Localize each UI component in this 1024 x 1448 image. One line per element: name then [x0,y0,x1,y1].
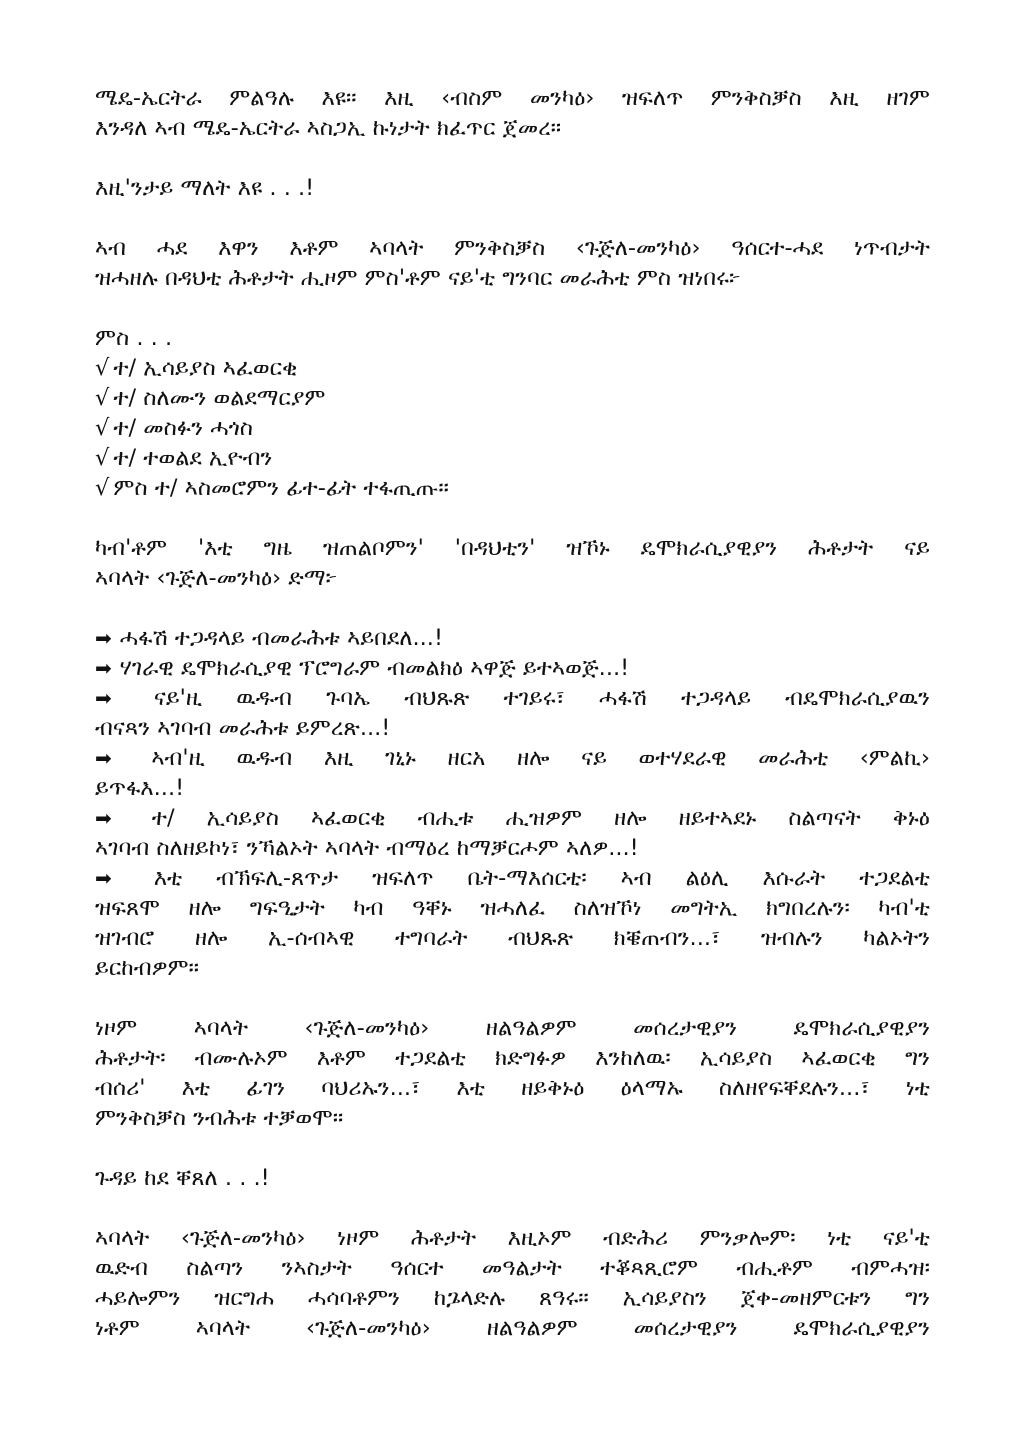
word: እዩ። [321,85,357,111]
text-line [95,803,930,833]
word: ነጥብታት [854,235,930,261]
word: ‹ጉጅለ-መንካዕ› [575,235,701,261]
word: መሰረታዊያን [633,1315,738,1341]
text-line [95,1253,930,1283]
word: ተጋደልቲ [859,865,930,891]
text-line: ይርከብዎም። [95,955,199,981]
word: ዓሰርተ [390,1255,444,1281]
word: እንከለዉ፡ [595,1045,671,1071]
word: ዘይተኣደኑ [678,805,757,831]
word: ክድግፉዎ [494,1045,567,1071]
word: ኣፈወርቂ [310,805,386,831]
text-line: ኣባላት ‹ጉጅለ-መንካዕ› ድማ፦ [95,565,338,591]
word: ‹ብስም [441,85,503,111]
paragraph-continued: ጉዳይ ከደ ቐጸለ . . .! [95,1165,270,1191]
arrow-right-icon: ➡ [95,626,112,650]
checklist-item [95,413,930,443]
demand-item [95,653,930,683]
word: ዓሰርተ-ሓደ [731,235,824,261]
text-line: ኣገባብ ስለዘይኮነ፣ ንኻልኦት ኣባላት ብማዕረ ከማቓርሖም ኣለዎ...! [95,835,639,861]
word: ዴሞክራሲያዊያን [793,1315,930,1341]
check-mark-icon: √ [95,355,110,381]
demand-item [95,803,930,863]
word: ካብ'ቶም [95,535,168,561]
word: መዓልታት [481,1255,562,1281]
word: ናይ'ቲ [882,1225,930,1251]
text-line [95,233,930,263]
text-line [95,533,930,563]
paragraph-question: እዚ'ንታይ ማለት እዩ . . .! [95,175,315,201]
word: እቲ [456,1075,485,1101]
text-line [95,683,930,713]
text-line [95,1223,930,1253]
word: ነቲ [905,1075,930,1101]
word: ዘይቅኑዕ [521,1075,585,1101]
word: ብድሕሪ [603,1225,669,1251]
word: እቲ [153,865,183,891]
word: ስልጣናት [788,805,861,831]
word: ሕቶታት [410,1225,477,1251]
word: ቅኑዕ [892,805,930,831]
word: እቶም [316,1045,366,1071]
word: ናይ'ዚ [153,685,203,711]
demand-text: ሓፋሽ ተጋዳላይ ብመራሕቱ ኣይበደለ...! [119,625,443,651]
word: ዘሎ [194,925,228,951]
word: ጉባኤ [326,685,371,711]
paragraph-demands-intro [95,533,930,593]
word: ስለዝኾነ [573,895,642,921]
word: ተጋዳላይ [680,685,752,711]
word: ዴሞክራሲያዊያን [640,535,778,561]
arrow-right-icon: ➡ [95,656,112,680]
check-mark-icon: √ [95,415,110,441]
word: ስለዘየፍቐደሉን...፣ [718,1075,870,1101]
checklist-item-label: ተ/ ተወልደ ኢዮብን [113,445,273,471]
word: ሓደ [156,235,188,261]
word: ልዕሊ [685,865,729,891]
word: ብሒቶም [736,1255,813,1281]
checklist [95,353,930,503]
word: ዘርአ [447,745,486,771]
word: ተጋደልቲ [395,1045,466,1071]
word: እዚ [829,85,859,111]
word: ብህጹጽ [508,925,574,951]
check-mark-icon: √ [95,475,110,501]
word: ግን [905,1045,930,1071]
word: ምልዓሉ [229,85,294,111]
checklist-item-label: ተ/ መስፉን ሓጎስ [113,415,254,441]
word: ጀቀ-መዘምርቱን [740,1285,872,1311]
word: ኣባላት [195,1315,251,1341]
word: ተግባራት [394,925,468,951]
paragraph-control [95,1223,930,1343]
word: ዕላማኡ [620,1075,683,1101]
word: ሓፋሽ [598,685,647,711]
demand-item [95,863,930,983]
word: ብዴሞክራሲያዉን [785,685,930,711]
word: ባህሪኡን...፣ [321,1075,421,1101]
word: ዘልዓልዎም [485,1015,577,1041]
word: ሒዝዎም [505,805,582,831]
word: ከጔላድሉ [433,1285,506,1311]
word: መንካዕ› [529,85,595,111]
word: እሱራት [762,865,826,891]
word: እቶም [289,235,339,261]
word: ‹ጉጅለ-መንካዕ› [304,1015,430,1041]
text-line: ምንቅስቓስ ንብሕቱ ተቓወሞ። [95,1105,344,1131]
word: ናይ [904,535,930,561]
word: ኣባላት [95,1225,150,1251]
word: ኣብ [620,865,652,891]
word: ብህጹጽ [404,685,470,711]
word: ዘልዓልዎም [486,1315,578,1341]
paragraph-support [95,1013,930,1133]
check-mark-icon: √ [95,385,110,411]
word: ጸዓሩ። [539,1285,589,1311]
word: ‹ምልኪ› [859,745,930,771]
word: እዋን [218,235,259,261]
word: ኣብ [95,235,127,261]
word: ሜዴ-ኤርትራ [95,85,202,111]
word: ነቲ [827,1225,852,1251]
word: ኣፈወርቂ [801,1045,876,1071]
word: ንኣስታት [281,1255,352,1281]
checklist-item [95,383,930,413]
word: ዝርግሐ [214,1285,274,1311]
word: ኣባላት [369,235,424,261]
text-line: ብናጻን ኣገባብ መራሕቱ ይምረጽ...! [95,715,391,741]
word: ብሒቱ [417,805,474,831]
text-line [95,743,930,773]
demand-item [95,683,930,743]
word: ግዜ [263,535,292,561]
text-line [95,1073,930,1103]
demand-text: ሃገራዊ ዴሞክራሲያዊ ፕሮግራም ብመልክዕ ኣዋጅ ይተኣወጅ...! [119,655,630,681]
word: ተ/ [151,805,175,831]
word: ክቔጠብን...፣ [613,925,721,951]
word: ሓይሎምን [95,1285,181,1311]
paragraph-intro [95,83,930,143]
word: ሓሳባቶምን [307,1285,400,1311]
text-line [95,653,930,683]
word: ብምሓዝ፡ [851,1255,930,1281]
word: ዘሎ [188,895,222,921]
word: ሕቶታት [808,535,874,561]
word: እዚ [384,85,414,111]
text-line [95,1283,930,1313]
word: ዓቐኑ [412,895,452,921]
word: ዘሎ [516,745,550,771]
word: ‹ጉጅለ-መንካዕ› [180,1225,306,1251]
document-page [95,83,930,1343]
arrow-right-icon: ➡ [95,746,112,770]
checklist-item [95,353,930,383]
demand-item [95,743,930,803]
word: ምንቃሎም፡ [699,1225,796,1251]
word: ብሙሉኦም [194,1045,288,1071]
checklist-item-label: ተ/ ስለሙን ወልደማርያም [113,385,326,411]
word: ምንቅስቓስ [454,235,546,261]
word: ዉድብ [95,1255,148,1281]
word: ኣብ'ዚ [151,745,205,771]
word: 'በዳህቲን' [454,535,536,561]
word: መራሕቲ [758,745,829,771]
word: ዝጠልቦምን' [322,535,424,561]
demand-item [95,623,930,653]
word: 'እቲ [197,535,233,561]
arrow-right-icon: ➡ [95,806,112,830]
text-line: ዝሓዘሉ በዳህቲ ሕቶታት ሒዞም ምስ'ቶም ናይ'ቲ ግንባር መራሕቲ ምስ ዝነበሩ፦ [95,265,741,291]
arrow-right-icon: ➡ [95,866,112,890]
word: ምንቅስቓስ [710,85,802,111]
text-line: እንዳለ ኣብ ሜዴ-ኤርትራ ኣስጋኢ ኩነታት ክፈጥር ጀመረ። [95,115,562,141]
word: ‹ጉጅለ-መንካዕ› [306,1315,431,1341]
text-line [95,83,930,113]
word: ዘገም [886,85,930,111]
word: እዚኦም [507,1225,572,1251]
word: ኢሳይያስ [699,1045,773,1071]
word: ኢ-ሰብኣዊ [268,925,355,951]
checklist-item [95,443,930,473]
checklist-item [95,473,930,503]
text-line [95,863,930,893]
text-line [95,923,930,953]
word: ነዞም [337,1225,380,1251]
word: ዴሞክራሲያዊያን [793,1015,930,1041]
text-line [95,1013,930,1043]
word: ዝገብሮ [95,925,155,951]
word: እዚ [323,745,354,771]
word: ስልጣን [186,1255,244,1281]
word: ሕቶታት፡ [95,1045,166,1071]
checklist-item-label: ተ/ ኢሳይያስ ኣፈወርቂ [113,355,298,381]
word: መግትኢ [670,895,738,921]
paragraph-with: ምስ . . . [95,325,173,351]
word: ኣባላት [193,1015,249,1041]
word: ግፍዒታት [249,895,325,921]
word: ነቶም [95,1315,140,1341]
word: ክግበረሉን፡ [765,895,850,921]
text-line [95,893,930,923]
word: ዘሎ [614,805,647,831]
word: ዝፍለጥ [621,85,684,111]
word: ዉዱብ [236,745,293,771]
word: ገኒኑ [385,745,416,771]
word: ዝሓለፈ [480,895,545,921]
word: ፊገን [246,1075,286,1101]
check-mark-icon: √ [95,445,110,471]
word: ኢሳይያስ [206,805,279,831]
word: ቤት-ማእሰርቲ፡ [467,865,587,891]
paragraph-context [95,233,930,293]
text-line [95,1313,930,1343]
word: ተቖጻጺሮም [600,1255,698,1281]
word: ዝብሉን [760,925,823,951]
word: ካብ'ቲ [878,895,930,921]
word: ዝፍለጥ [372,865,434,891]
word: መሰረታዊያን [633,1015,738,1041]
word: ኢሳይያስን [622,1285,707,1311]
word: ዉዱብ [236,685,293,711]
word: ናይ [581,745,607,771]
word: ግን [905,1285,930,1311]
word: ካብ [353,895,384,921]
arrow-right-icon: ➡ [95,686,112,710]
text-line [95,623,930,653]
text-line: ይጥፋእ...! [95,775,185,801]
text-line [95,1043,930,1073]
word: ካልኦትን [863,925,930,951]
word: ተገይሩ፣ [503,685,565,711]
word: ዝፍጸሞ [95,895,160,921]
word: ብኽፍሊ-ጸጥታ [216,865,339,891]
word: ብሰሪ' [95,1075,146,1101]
word: ነዞም [95,1015,138,1041]
word: ወተሃደራዊ [638,745,727,771]
word: እቲ [181,1075,211,1101]
demands-list [95,623,930,983]
word: ዝኾኑ [566,535,610,561]
checklist-item-label: ምስ ተ/ ኣስመሮምን ፊተ-ፊት ተፋጢጡ። [113,475,449,501]
